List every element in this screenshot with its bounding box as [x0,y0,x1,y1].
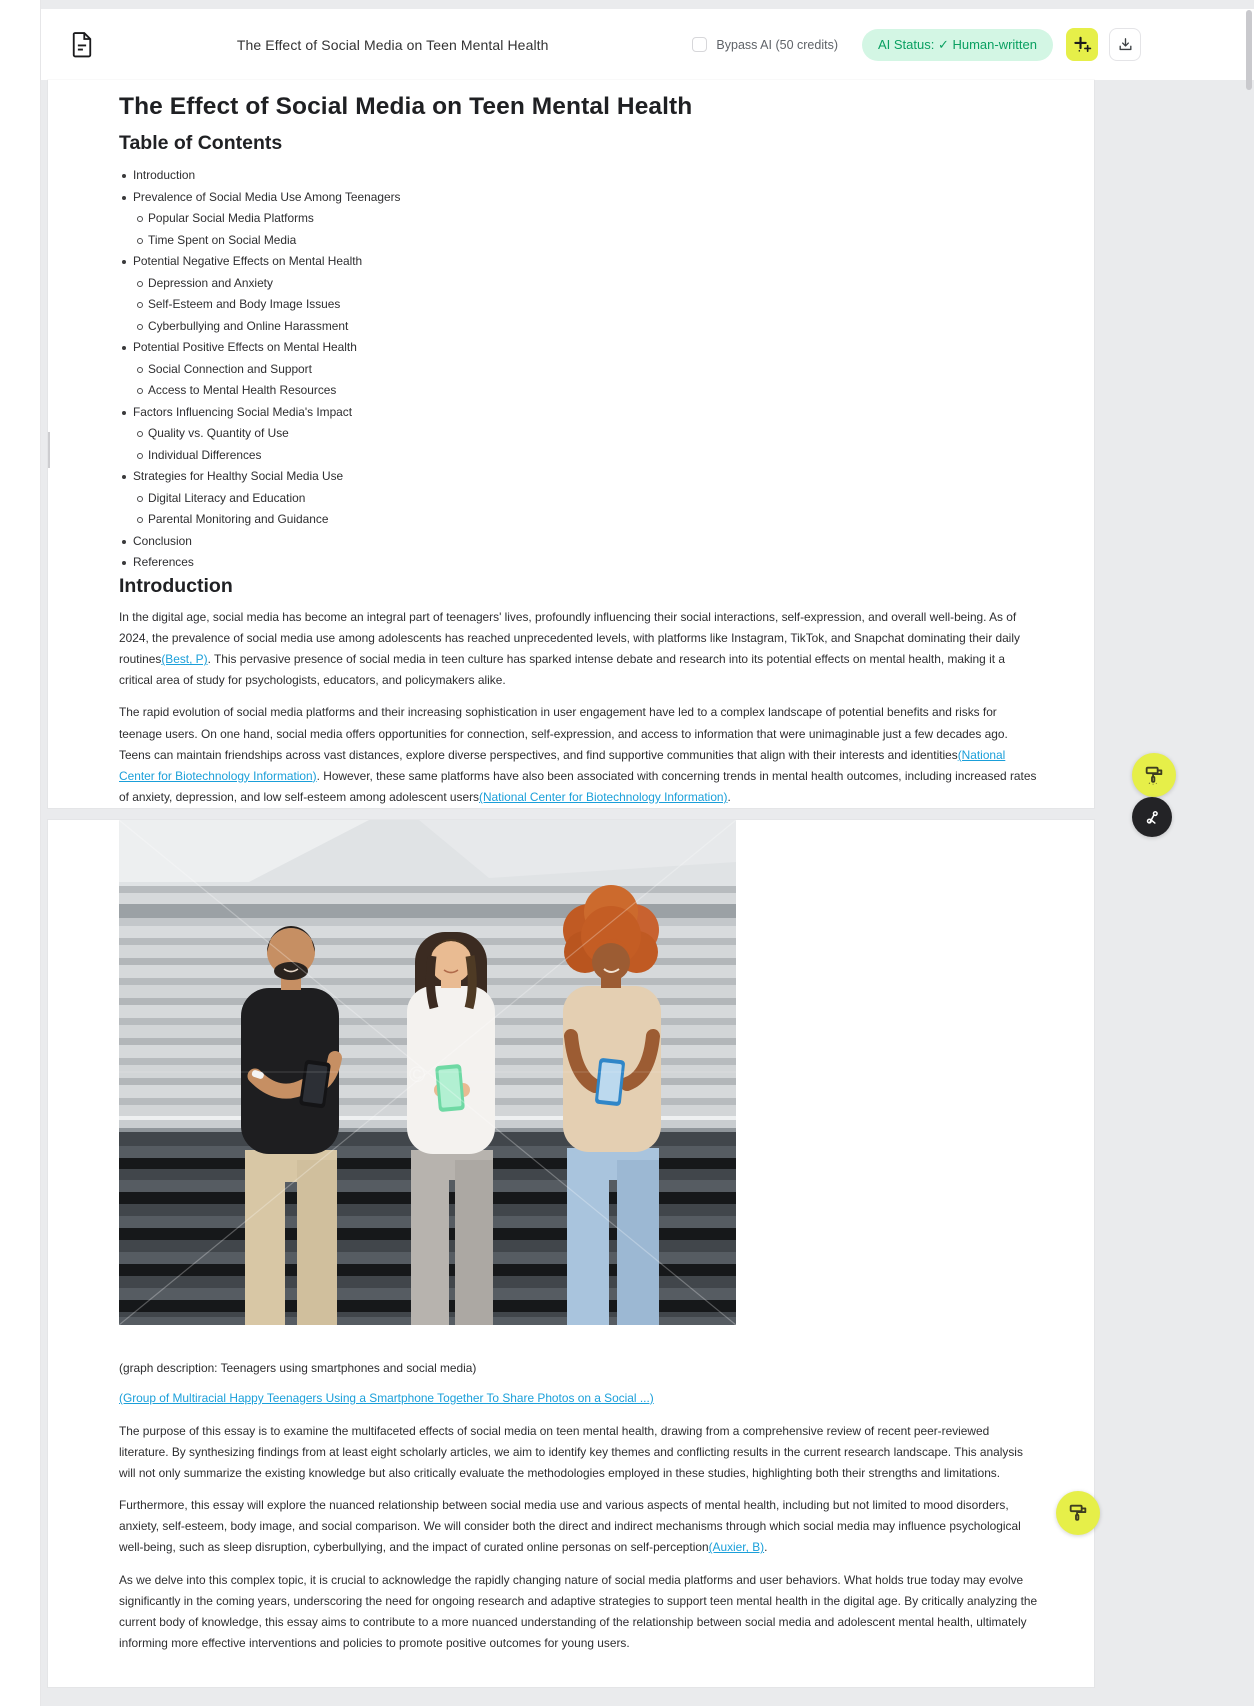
paragraph-text: . [727,789,731,804]
paragraph-text: The purpose of this essay is to examine the multifaceted effects of social media on teen mental health, drawing from a comprehensive review of recent peer-reviewed literature. By synthesizing findings from at least eight scholarly articles, we aim to identify key themes and conflicting results in the current research landscape. This analysis will not only summarize the existing knowledge but also critically evaluate the methodologies employed in these studies, highlighting both their strengths and limitations. [119,1424,1023,1481]
document-title-header: The Effect of Social Media on Teen Mental Health [236,36,549,53]
document-icon [71,31,93,58]
toolbar [41,9,1254,80]
svg-text:©: © [409,1062,426,1087]
figure-caption: (graph description: Teenagers using smartphones and social media) [119,1361,477,1375]
scrollbar-thumb[interactable] [1246,10,1252,90]
page-edge-marker [48,432,50,468]
paragraph [119,1570,1041,1654]
ai-status-badge[interactable]: AI Status: ✓ Human-written [862,29,1053,61]
paint-roller-icon [1067,1502,1089,1524]
toc-item: Time Spent on Social Media [119,230,400,252]
bypass-ai-label: Bypass AI (50 credits) [716,37,838,52]
toc-item: Depression and Anxiety [119,273,400,295]
citation-link[interactable]: (Auxier, B) [708,1540,765,1555]
paragraph [119,1495,1041,1558]
toc-item: Self-Esteem and Body Image Issues [119,294,400,316]
left-rail [0,0,41,1706]
format-paint-fab[interactable] [1132,753,1176,797]
toc-item: Potential Negative Effects on Mental Health [119,251,400,273]
paragraph-text: . This pervasive presence of social media in teen culture has sparked intense debate and research into its potential effects on mental health, making it a critical area of study for psychologists, educators, and policymakers alike. [119,652,1005,688]
toc-item: Digital Literacy and Education [119,488,400,510]
toc-item: Strategies for Healthy Social Media Use [119,466,400,488]
paragraph [119,607,1041,691]
paragraph-text: Furthermore, this essay will explore the nuanced relationship between social media use and various aspects of mental health, including but not limited to mood disorders, anxiety, self-esteem, body image, and social comparison. We will consider both the direct and indirect mechanisms through which social media may influence psychological well-being, such as sleep disruption, cyberbullying, and the impact of curated online personas on self-perception [119,1498,1021,1555]
download-icon [1117,36,1134,53]
citation-link[interactable]: (National Center for Biotechnology Information) [119,747,1006,783]
introduction-heading: Introduction [119,575,233,597]
page-1 [48,80,1094,808]
toc-item: Conclusion [119,531,400,553]
toc-item: Introduction [119,165,400,187]
toc-item: References [119,552,400,574]
document-title: The Effect of Social Media on Teen Mental Health [119,93,693,120]
toc-item: Factors Influencing Social Media's Impact [119,402,400,424]
paragraph-text: The rapid evolution of social media platforms and their increasing sophistication in user engagement have led to a complex landscape of potential benefits and risks for teenage users. On one hand, social media offers opportunities for connection, self-expression, and access to information that were unimaginable just a few decades ago. Teens can maintain friendships across vast distances, explore diverse perspectives, and find supportive communities that align with their interests and identities [119,705,1008,762]
toc-item: Potential Positive Effects on Mental Health [119,337,400,359]
toolbar-controls [692,28,1141,61]
bypass-ai-checkbox[interactable] [692,37,707,52]
page-2 [48,820,1094,1687]
download-button[interactable] [1109,28,1141,61]
citation-link[interactable]: (National Center for Biotechnology Information) [479,789,728,804]
paragraph-text: As we delve into this complex topic, it is crucial to acknowledge the rapidly changing nature of social media platforms and user behaviors. What holds true today may evolve significantly in the coming years, underscoring the need for ongoing research and adaptive strategies to support teen mental health in the digital age. By critically analyzing the current body of knowledge, this essay aims to contribute to a more nuanced understanding of the relationship between social media and adolescent mental health, ultimately informing more effective interventions and policies to promote positive outcomes for young users. [119,1572,1038,1650]
sparkles-icon [1073,35,1092,54]
paragraph-text: In the digital age, social media has become an integral part of teenagers' lives, profoundly influencing their social interactions, self-expression, and overall well-being. As of 2024, the prevalence of social media use among adolescents has reached unprecedented levels, with platforms like Instagram, TikTok, and Snapchat dominating their daily routines [119,610,1020,667]
paragraph [119,1421,1041,1484]
teens-smartphones-photo [119,820,736,1325]
paint-roller-icon [1143,764,1165,786]
toc-heading: Table of Contents [119,132,283,154]
citation-link[interactable]: (Best, P) [161,652,208,667]
toc-item: Social Connection and Support [119,359,400,381]
scissors-icon [1143,808,1162,827]
introduction-section [119,576,1041,808]
ai-tools-button[interactable] [1066,28,1098,61]
figure-source [119,1391,654,1405]
scissors-fab[interactable] [1132,797,1172,837]
paragraph-text: . However, these same platforms have also been associated with concerning trends in mental health outcomes, including increased rates of anxiety, depression, and low self-esteem among adolescent users [119,768,1037,804]
editor-canvas [41,0,1254,1706]
toc-item: Cyberbullying and Online Harassment [119,316,400,338]
figure-source-link[interactable]: (Group of Multiracial Happy Teenagers Using a Smartphone Together To Share Photos on a Social ...) [119,1391,654,1405]
essay-body-continued [119,1421,1041,1665]
toc-item: Individual Differences [119,445,400,467]
paragraph-text: . [764,1540,768,1555]
toc-item: Popular Social Media Platforms [119,208,400,230]
toc-item: Prevalence of Social Media Use Among Teenagers [119,187,400,209]
toc-item: Parental Monitoring and Guidance [119,509,400,531]
table-of-contents [119,165,400,574]
paragraph [119,702,1041,807]
format-paint-fab-2[interactable] [1056,1491,1100,1535]
toc-item: Access to Mental Health Resources [119,380,400,402]
toc-item: Quality vs. Quantity of Use [119,423,400,445]
